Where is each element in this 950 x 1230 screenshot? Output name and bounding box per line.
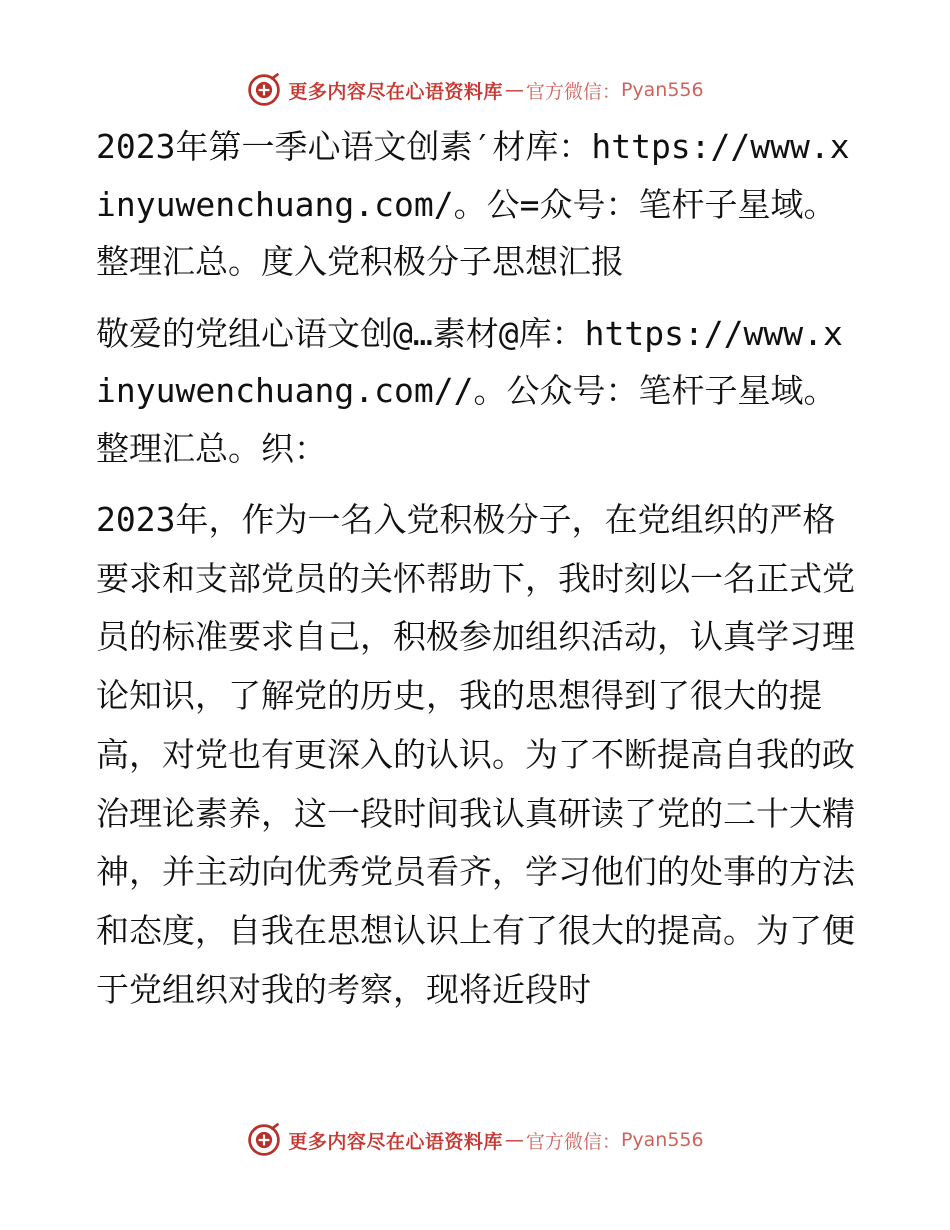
paragraph-2: 敬爱的党组心语文创@…素材@库：https://www.xinyuwenchuang.com//。公众号：笔杆子星域。整理汇总。织： xyxy=(96,313,843,468)
banner-site-text: 更多内容尽在心语资料库 xyxy=(288,80,503,103)
banner-dash: — xyxy=(504,79,524,101)
banner-site-text: 更多内容尽在心语资料库 xyxy=(288,1130,503,1153)
header-watermark xyxy=(0,70,950,110)
banner-dash: — xyxy=(504,1129,524,1151)
footer-watermark xyxy=(0,1120,950,1160)
banner-account: Pyan556 xyxy=(620,1129,704,1151)
banner-account: Pyan556 xyxy=(620,79,704,101)
paragraph-1: 2023年第一季心语文创素′材库：https://www.xinyuwenchuang.com/。公=众号：笔杆子星域。整理汇总。度入党积极分子思想汇报 xyxy=(96,127,850,281)
document-body xyxy=(96,118,856,1019)
banner-wechat-label: 官方微信： xyxy=(525,80,621,103)
banner-wechat-label: 官方微信： xyxy=(525,1130,621,1153)
xinyu-logo-icon xyxy=(246,1122,282,1158)
xinyu-logo-icon xyxy=(246,72,282,108)
paragraph-3: 2023年，作为一名入党积极分子，在党组织的严格要求和支部党员的关怀帮助下，我时刻以一名正式党员的标准要求自己，积极参加组织活动，认真学习理论知识，了解党的历史，我的思想得到了很大的提高，对党也有更深入的认识。为了不断提高自我的政治理论素养，这一段时间我认真研读了党的二十大精神，并主动向优秀党员看齐，学习他们的处事的方法和态度，自我在思想认识上有了很大的提高。为了便于党组织对我的考察，现将近段时 xyxy=(96,500,855,1009)
